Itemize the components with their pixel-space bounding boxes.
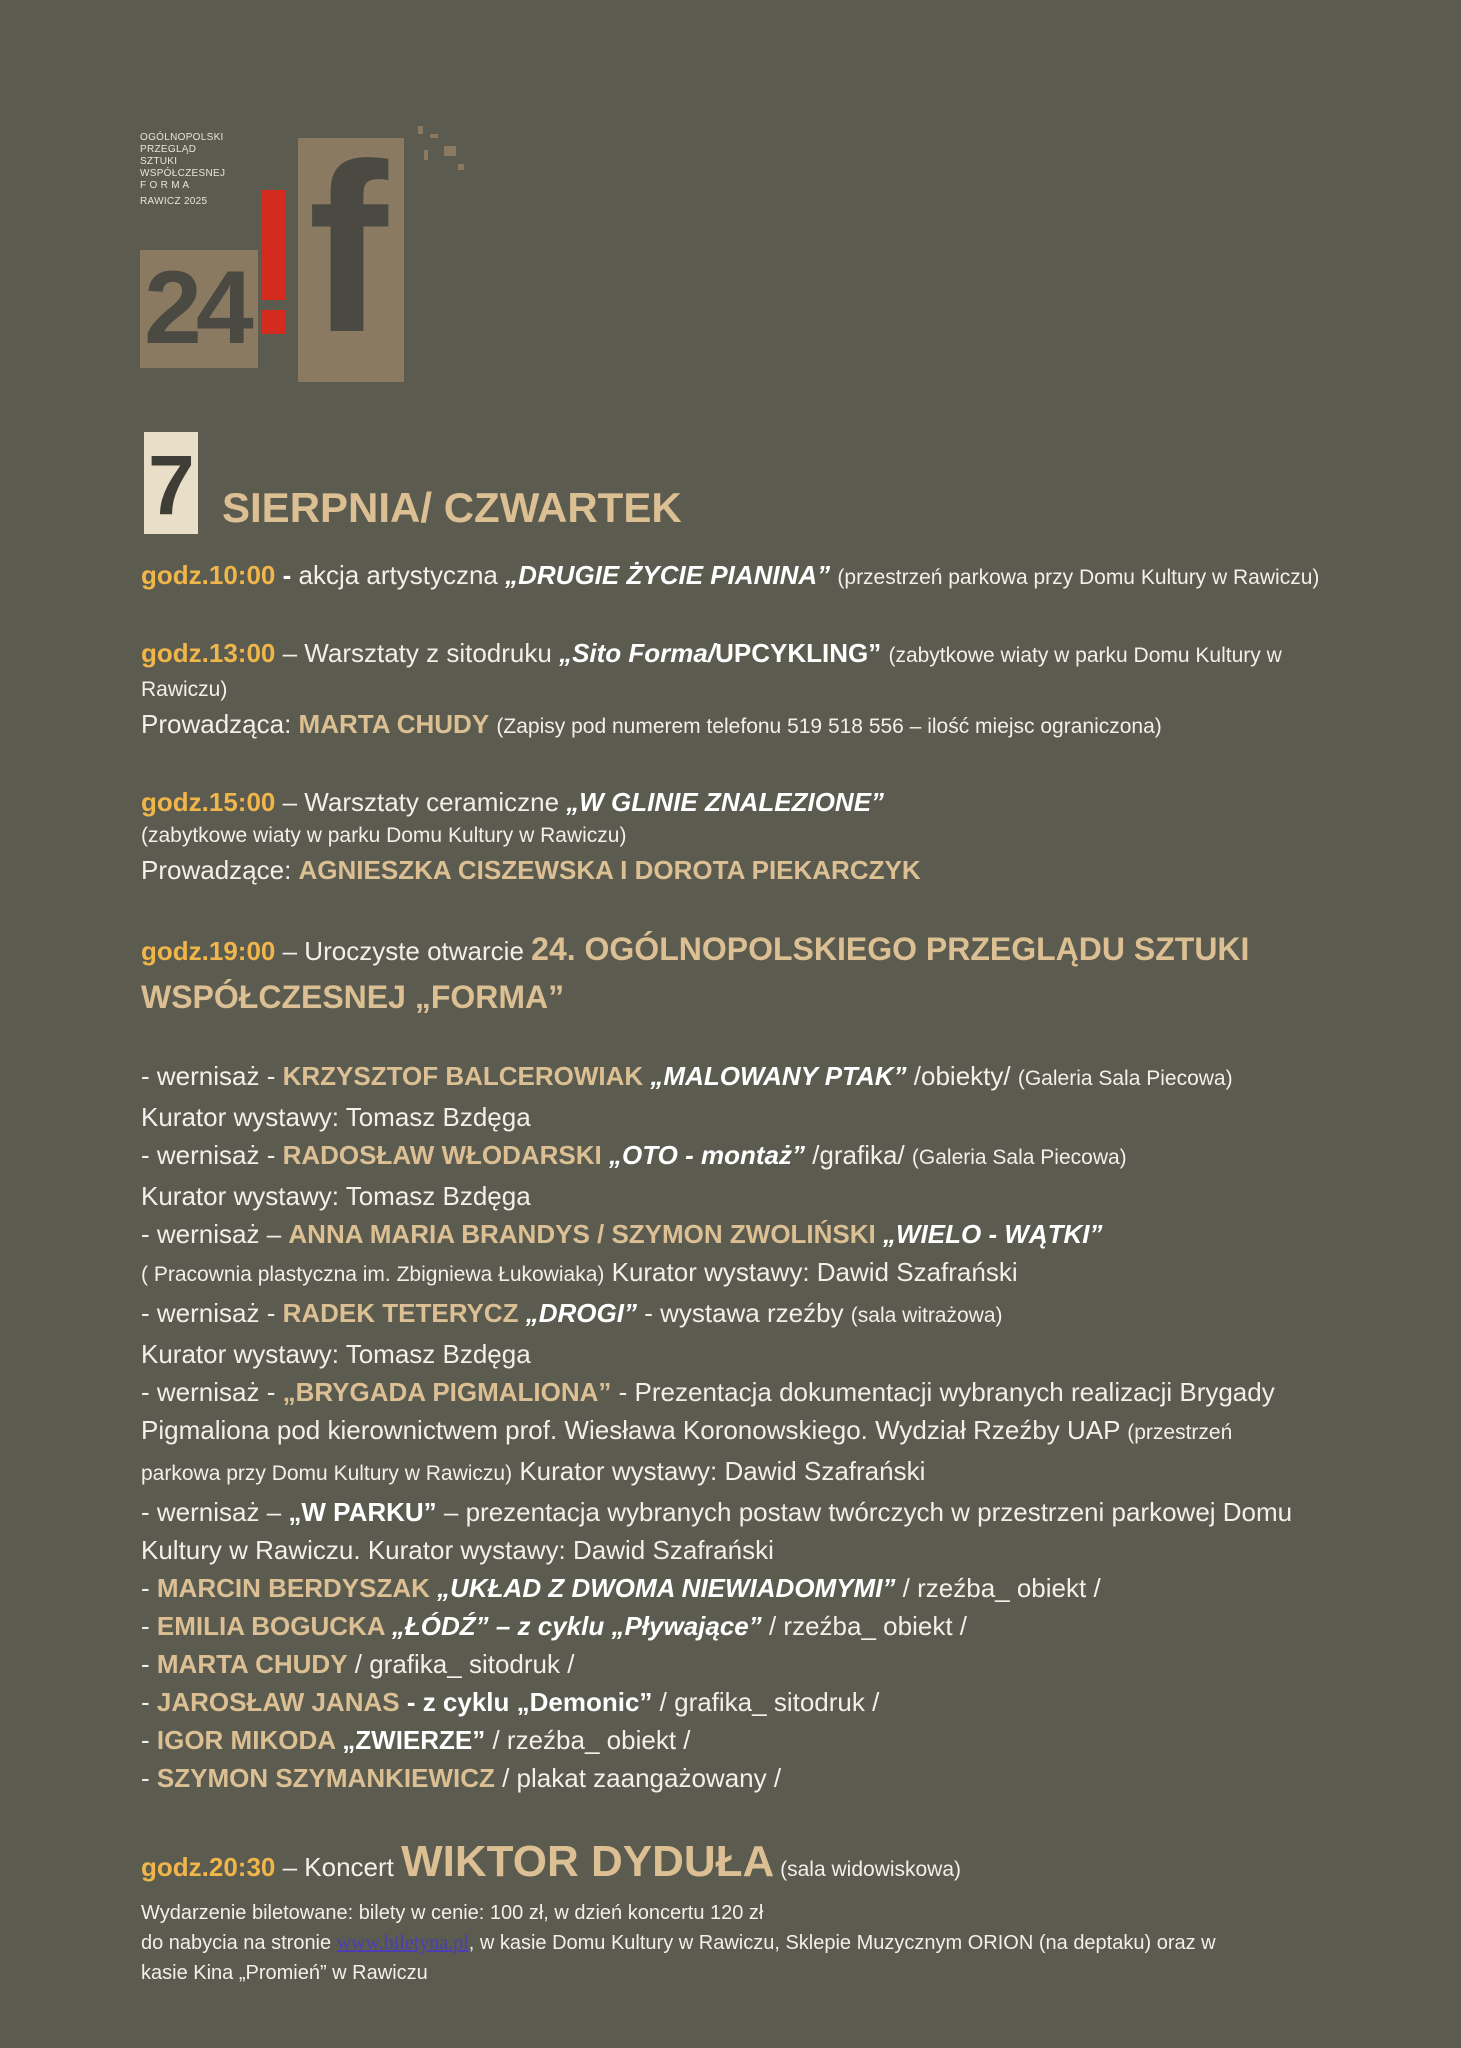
work-title: „UKŁAD Z DWOMA NIEWIADOMYMI” xyxy=(437,1573,896,1603)
artist-name: SZYMON SZYMANKIEWICZ xyxy=(156,1763,495,1793)
artist-name: IGOR MIKODA xyxy=(156,1725,343,1755)
ticket-link[interactable]: www.biletyna.pl xyxy=(336,1932,469,1954)
work-title: „WIELO - WĄTKI” xyxy=(883,1219,1103,1249)
logo-line: WSPÓŁCZESNEJ xyxy=(140,168,226,179)
work-title: „ŁÓDŹ” – z cyklu „Pływające” xyxy=(391,1611,762,1641)
venue: (sala witrażowa) xyxy=(850,1304,1003,1327)
event-title: „W GLINIE ZNALEZIONE” xyxy=(566,787,885,817)
logo-exclamation-bar xyxy=(262,190,286,300)
work-title: „MALOWANY PTAK” xyxy=(650,1061,907,1091)
event-place-cont: Rawiczu) xyxy=(141,678,228,701)
event-lead: Prowadzące: AGNIESZKA CISZEWSKA I DOROTA PIEKARCZYK xyxy=(141,855,921,885)
curator: Kurator wystawy: Tomasz Bzdęga xyxy=(141,1339,531,1369)
curator: Kurator wystawy: Dawid Szafrański xyxy=(604,1257,1018,1287)
artist-entry: - IGOR MIKODA „ZWIERZE” / rzeźba_ obiekt / xyxy=(141,1725,691,1755)
logo-line: OGÓLNOPOLSKI xyxy=(140,132,224,143)
event-title: UPCYKLING” xyxy=(715,638,882,668)
vernissage-2: - wernisaż - RADOSŁAW WŁODARSKI „OTO - montaż” /grafika/ (Galeria Sala Piecowa) xyxy=(141,1140,1127,1170)
artist-name: EMILIA BOGUCKA xyxy=(156,1611,392,1641)
artist-entry: - JAROSŁAW JANAS - z cyklu „Demonic” / grafika_ sitodruk / xyxy=(141,1687,880,1717)
event-time: godz.13:00 xyxy=(141,638,276,668)
work-title: - z cyklu „Demonic” xyxy=(406,1687,653,1717)
lead-name: MARTA CHUDY xyxy=(298,709,490,739)
logo-splash-decoration xyxy=(410,120,470,180)
event-1500: godz.15:00 – Warsztaty ceramiczne „W GLINIE ZNALEZIONE” xyxy=(141,787,885,817)
curator: Kurator wystawy: Dawid Szafrański xyxy=(512,1456,926,1486)
vernissage-3: - wernisaż – ANNA MARIA BRANDYS / SZYMON ZWOLIŃSKI „WIELO - WĄTKI” xyxy=(141,1219,1103,1249)
artist-name: MARCIN BERDYSZAK xyxy=(156,1573,438,1603)
event-title: „Sito Forma/ xyxy=(559,638,716,668)
artist-name: ANNA MARIA BRANDYS / SZYMON ZWOLIŃSKI xyxy=(288,1219,884,1249)
event-title: 24. OGÓLNOPOLSKIEGO PRZEGLĄDU SZTUKI xyxy=(531,931,1250,967)
artist-entry: - EMILIA BOGUCKA „ŁÓDŹ” – z cyklu „Pływające” / rzeźba_ obiekt / xyxy=(141,1611,967,1641)
event-time: godz.19:00 xyxy=(141,936,276,966)
ticket-info: Wydarzenie biletowane: bilety w cenie: 100 zł, w dzień koncertu 120 zł xyxy=(141,1902,764,1924)
logo-line: RAWICZ 2025 xyxy=(140,196,208,207)
vernissage-6-cont: Kultury w Rawiczu. Kurator wystawy: Dawid Szafrański xyxy=(141,1535,774,1565)
event-time: godz.10:00 xyxy=(141,560,276,590)
lead-note: (Zapisy pod numerem telefonu 519 518 556 – ilość miejsc ograniczona) xyxy=(496,715,1162,738)
work-title: „OTO - montaż” xyxy=(609,1140,805,1170)
event-title-cont: WSPÓŁCZESNEJ „FORMA” xyxy=(141,979,565,1015)
work-title: „ZWIERZE” xyxy=(342,1725,486,1755)
logo-line: SZTUKI xyxy=(140,156,178,167)
vernissage-1: - wernisaż - KRZYSZTOF BALCEROWIAK „MALOWANY PTAK” /obiekty/ (Galeria Sala Piecowa) xyxy=(141,1061,1233,1091)
day-number-box xyxy=(144,432,198,534)
venue: (sala widowiskowa) xyxy=(774,1858,962,1881)
lead-name: AGNIESZKA CISZEWSKA I DOROTA PIEKARCZYK xyxy=(298,855,921,885)
day-number: 7 xyxy=(148,438,195,532)
logo-line: F O R M A xyxy=(140,180,190,191)
venue: (Galeria Sala Piecowa) xyxy=(911,1146,1127,1169)
program-content xyxy=(141,556,1391,1988)
venue: (Galeria Sala Piecowa) xyxy=(1017,1067,1233,1090)
exhibition-title: „W PARKU” xyxy=(288,1497,437,1527)
ticket-sales-cont: kasie Kina „Promień” w Rawiczu xyxy=(141,1962,428,1984)
event-1000: godz.10:00 - akcja artystyczna „DRUGIE ŻYCIE PIANINA” (przestrzeń parkowa przy Domu Kultury w Rawiczu) xyxy=(141,560,1320,590)
logo-line: PRZEGLĄD xyxy=(140,144,197,155)
venue: parkowa przy Domu Kultury w Rawiczu) xyxy=(141,1462,513,1485)
vernissage-5: - wernisaż - „BRYGADA PIGMALIONA” - Prezentacja dokumentacji wybranych realizacji Brygady xyxy=(141,1377,1275,1407)
date-heading: SIERPNIA/ CZWARTEK xyxy=(222,484,682,531)
logo-letter: f xyxy=(308,114,388,382)
event-place: (przestrzeń parkowa przy Domu Kultury w Rawiczu) xyxy=(837,566,1320,589)
artist-name: „BRYGADA PIGMALIONA” xyxy=(282,1377,612,1407)
vernissage-4: - wernisaż - RADEK TETERYCZ „DROGI” - wystawa rzeźby (sala witrażowa) xyxy=(141,1298,1003,1328)
event-place: (zabytkowe wiaty w parku Domu Kultury w Rawiczu) xyxy=(141,824,627,847)
event-time: godz.20:30 xyxy=(141,1852,276,1882)
logo-text xyxy=(140,132,225,208)
artist-entry: - MARCIN BERDYSZAK „UKŁAD Z DWOMA NIEWIADOMYMI” / rzeźba_ obiekt / xyxy=(141,1573,1101,1603)
artist-name: KRZYSZTOF BALCEROWIAK xyxy=(282,1061,651,1091)
ticket-sales: do nabycia na stronie www.biletyna.pl, w kasie Domu Kultury w Rawiczu, Sklepie Muzycznym ORION (na deptaku) oraz w xyxy=(141,1932,1216,1954)
artist-name: RADOSŁAW WŁODARSKI xyxy=(282,1140,609,1170)
artist-entry: - SZYMON SZYMANKIEWICZ / plakat zaangażowany / xyxy=(141,1763,782,1793)
logo-number: 24 xyxy=(144,250,248,366)
logo-letter-block xyxy=(298,114,404,382)
venue: (przestrzeń xyxy=(1127,1421,1233,1444)
event-2030: godz.20:30 – Koncert WIKTOR DYDUŁA (sala widowiskowa) xyxy=(141,1837,962,1886)
artist-name: JAROSŁAW JANAS xyxy=(156,1687,407,1717)
concert-artist: WIKTOR DYDUŁA xyxy=(401,1837,775,1886)
vernissage-6: - wernisaż – „W PARKU” – prezentacja wybranych postaw twórczych w przestrzeni parkowej Domu xyxy=(141,1497,1293,1527)
event-1300: godz.13:00 – Warsztaty z sitodruku „Sito Forma/UPCYKLING” (zabytkowe wiaty w parku Domu Kultury w xyxy=(141,638,1282,668)
work-title: „DROGI” xyxy=(525,1298,637,1328)
event-lead: Prowadząca: MARTA CHUDY (Zapisy pod numerem telefonu 519 518 556 – ilość miejsc ograniczona) xyxy=(141,709,1162,739)
vernissage-5-cont: Pigmaliona pod kierownictwem prof. Wiesława Koronowskiego. Wydział Rzeźby UAP (przestrzeń xyxy=(141,1415,1233,1445)
vernissage-3-venue xyxy=(141,1253,1391,1294)
event-place: (zabytkowe wiaty w parku Domu Kultury w xyxy=(888,644,1282,667)
event-time: godz.15:00 xyxy=(141,787,276,817)
festival-logo xyxy=(140,110,480,390)
artist-name: RADEK TETERYCZ xyxy=(282,1298,526,1328)
venue: ( Pracownia plastyczna im. Zbigniewa Łukowiaka) xyxy=(141,1263,605,1286)
vernissage-5-venue xyxy=(141,1452,1391,1493)
artist-entry: - MARTA CHUDY / grafika_ sitodruk / xyxy=(141,1649,575,1679)
curator: Kurator wystawy: Tomasz Bzdęga xyxy=(141,1102,531,1132)
curator: Kurator wystawy: Tomasz Bzdęga xyxy=(141,1181,531,1211)
event-title: „DRUGIE ŻYCIE PIANINA” xyxy=(505,560,831,590)
logo-exclamation-dot xyxy=(262,310,286,334)
event-1900: godz.19:00 – Uroczyste otwarcie 24. OGÓLNOPOLSKIEGO PRZEGLĄDU SZTUKI xyxy=(141,931,1250,967)
artist-name: MARTA CHUDY xyxy=(156,1649,348,1679)
logo-number-block xyxy=(140,250,258,368)
